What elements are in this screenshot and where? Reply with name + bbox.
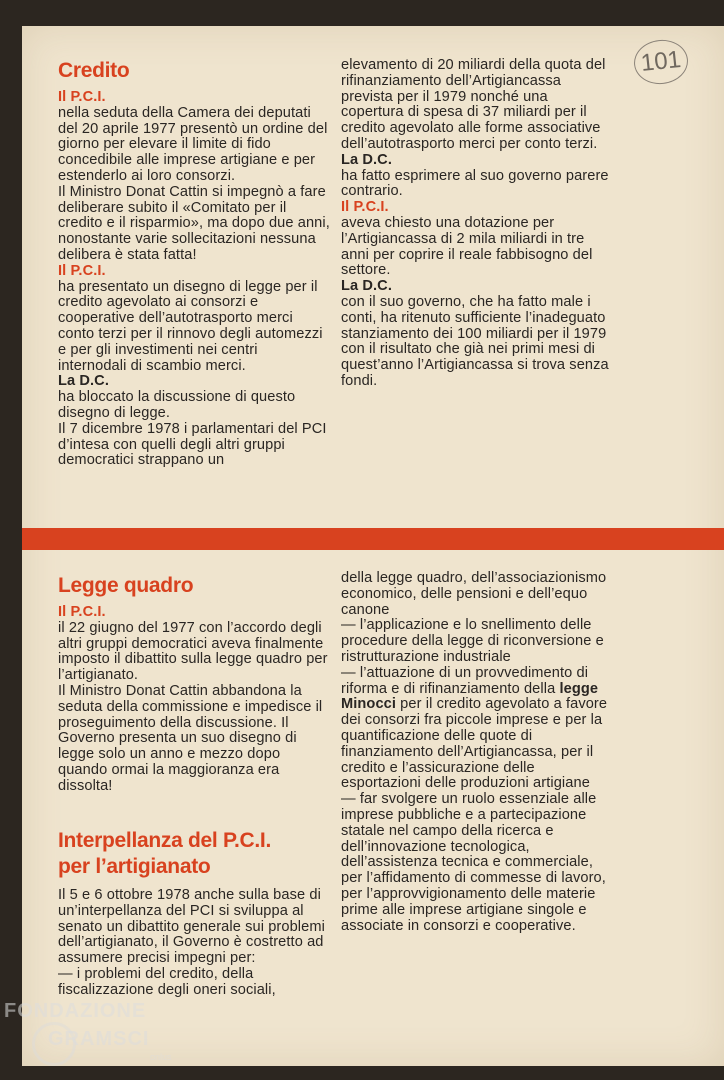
bottom-right-p3-before: — l’attuazione di un provvedimento di riforma e di rifinanziamento della (341, 664, 589, 697)
interpellanza-heading-line2: per l’artigianato (58, 855, 211, 878)
credito-left-paragraph: Il 7 dicembre 1978 i parlamentari del PCI d’intesa con quelli degli altri gruppi democratici strappano un (58, 420, 327, 469)
credito-right-column (341, 58, 613, 390)
party-label-dc: La D.C. (58, 373, 109, 390)
party-label-pci: Il P.C.I. (58, 262, 106, 279)
credito-left-text (58, 90, 330, 469)
interpellanza-column (58, 828, 330, 999)
watermark-line1: FONDAZIONE (4, 1000, 147, 1022)
interpellanza-heading (58, 828, 330, 880)
interpellanza-paragraph: — i problemi del credito, della fiscalizzazione degli oneri sociali, (58, 965, 276, 998)
watermark-line3: onlus (150, 1052, 172, 1062)
party-label-pci: Il P.C.I. (341, 199, 389, 216)
credito-left-paragraph: ha presentato un disegno di legge per il credito agevolato ai consorzi e cooperative dell’autotrasporto merci conto terzi per il rinnovo degli automezzi e per gli investimenti nei centri internodali di scambio merci. (58, 278, 323, 374)
interpellanza-text (58, 888, 330, 999)
credito-left-paragraph: nella seduta della Camera dei deputati del 20 aprile 1977 presentò un ordine del giorno per elevare il limite di fido concedibile alle imprese artigiane e per estenderlo ai loro consorzi. (58, 104, 328, 184)
bottom-right-p3 (341, 666, 613, 792)
bottom-right-p3-after: per il credito agevolato a favore dei consorzi fra piccole imprese e per la quantificazione delle quote di finanziamento dell’Artigiancassa, per il credito e l’assicurazione delle esportazioni delle produzioni artigiane (341, 696, 608, 792)
credito-left-paragraph: Il Ministro Donat Cattin si impegnò a fare deliberare subito il «Comitato per il credito e il risparmio», ma dopo due anni, nonostante varie sollecitazioni nessuna delibera è stata fatta! (58, 183, 330, 263)
party-label-pci: Il P.C.I. (58, 89, 106, 105)
interpellanza-heading-line1: Interpellanza del P.C.I. (58, 829, 271, 852)
party-label-pci: Il P.C.I. (58, 604, 106, 620)
credito-right-paragraph: elevamento di 20 miliardi della quota del rifinanziamento dell’Artigiancassa prevista per il 1979 nonché una copertura di spesa di 37 miliardi per il credito agevolato alle forme associative dell’autotrasporto merci per conto terzi. (341, 57, 606, 152)
bottom-right-column (341, 571, 613, 934)
page-number: 101 (632, 37, 690, 86)
legge-quadro-paragraph: il 22 giugno del 1977 con l’accordo degli altri gruppi democratici aveva finalmente imposto il dibattito sulla legge quadro per l’artigianato. (58, 619, 328, 684)
party-label-dc: La D.C. (341, 278, 392, 295)
legge-quadro-left-column (58, 573, 330, 795)
bottom-right-p1: della legge quadro, dell’associazionismo economico, delle pensioni e dell’equo canone (341, 570, 607, 618)
legge-quadro-text (58, 605, 330, 795)
bottom-right-p4: — far svolgere un ruolo essenziale alle imprese pubbliche e a partecipazione statale nel campo della ricerca e dell’innovazione tecnologica, dell’assistenza tecnica e commerciale, per l’affidamento di commesse di lavoro, per l’approvvigionamento delle materie prime alle imprese artigiane singole e associate in consorzi e cooperative. (341, 791, 606, 934)
legge-quadro-heading: Legge quadro (58, 574, 194, 597)
credito-left-paragraph: ha bloccato la discussione di questo disegno di legge. (58, 389, 296, 421)
credito-right-paragraph: aveva chiesto una dotazione per l’Artigiancassa di 2 mila miliardi in tre anni per coprire il reale fabbisogno del settore. (341, 214, 593, 279)
credito-right-paragraph: ha fatto esprimere al suo governo parere contrario. (341, 167, 609, 200)
archive-watermark (4, 1000, 184, 1080)
credito-right-text (341, 58, 613, 390)
bottom-right-p2: — l’applicazione e lo snellimento delle procedure della legge di riconversione e ristrutturazione industriale (341, 617, 604, 665)
red-divider-band (22, 528, 724, 550)
credito-left-column (58, 58, 330, 469)
legge-quadro-paragraph: Il Ministro Donat Cattin abbandona la seduta della commissione e impedisce il proseguimento della discussione. Il Governo presenta un suo disegno di legge solo un anno e mezzo dopo quando ormai la maggioranza era dissolta! (58, 682, 323, 794)
interpellanza-paragraph: Il 5 e 6 ottobre 1978 anche sulla base di un’interpellanza del PCI si sviluppa al senato un dibattito generale sui problemi dell’artigianato, il Governo è costretto ad assumere precisi impegni per: (58, 887, 325, 967)
credito-right-paragraph: con il suo governo, che ha fatto male i conti, ha ritenuto sufficiente l’inadeguato stanziamento dei 100 miliardi per il 1979 con il risultato che già nei primi mesi di quest’anno l’Artigiancassa si trova senza fondi. (341, 293, 609, 389)
party-label-dc: La D.C. (341, 151, 392, 168)
legge-minocci-bold: legge Minocci (341, 680, 599, 713)
credito-heading: Credito (58, 59, 130, 82)
watermark-line2: GRAMSCI (48, 1028, 150, 1050)
